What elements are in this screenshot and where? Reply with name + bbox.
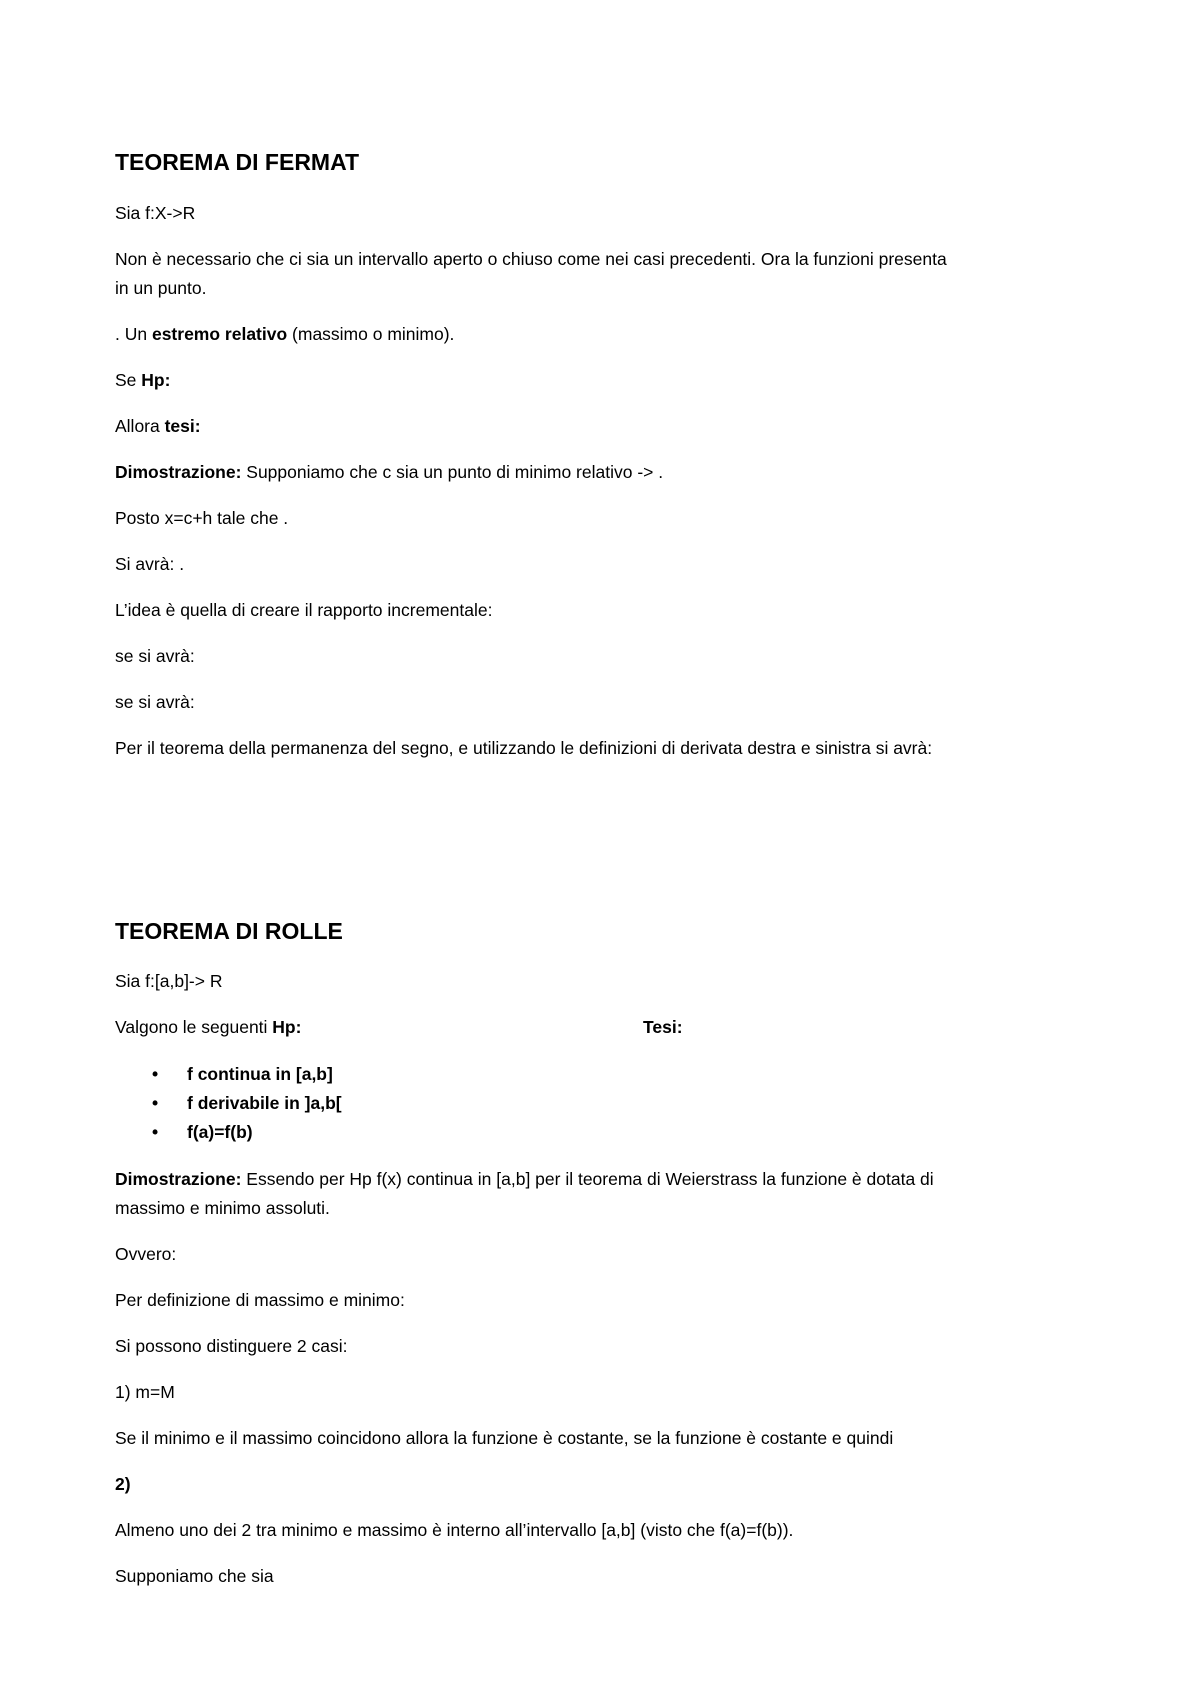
rolle-p1: Sia f:[a,b]-> R [115,971,223,991]
fermat-p4 [115,366,170,395]
rolle-dim-2: massimo e minimo assoluti. [115,1198,330,1218]
rolle-casi: Si possono distinguere 2 casi: [115,1336,348,1356]
fermat-p4-pre: Se [115,370,142,390]
rolle-hp-pre: Valgono le seguenti [115,1017,273,1037]
rolle-bullet-3: f(a)=f(b) [187,1122,253,1142]
fermat-p4-bold: Hp: [141,370,171,390]
rolle-dim-bold: Dimostrazione: [115,1169,242,1189]
rolle-tesi: Tesi: [643,1017,683,1037]
rolle-dim [115,1165,934,1194]
fermat-p8: Si avrà: . [115,554,185,574]
fermat-p2b: in un punto. [115,278,207,298]
fermat-p3-pre: . Un [115,324,152,344]
fermat-p10: se si avrà: [115,646,195,666]
rolle-def: Per definizione di massimo e minimo: [115,1290,405,1310]
fermat-p5-bold: tesi: [164,416,201,436]
fermat-p5-pre: Allora [115,416,165,436]
fermat-p3 [115,320,454,349]
rolle-hp [115,1013,301,1042]
fermat-p6-bold: Dimostrazione: [115,462,242,482]
fermat-p7: Posto x=c+h tale che . [115,508,289,528]
fermat-title: TEOREMA DI FERMAT [115,149,360,175]
rolle-caso1: 1) m=M [115,1382,175,1402]
fermat-p6-text: Supponiamo che c sia un punto di minimo relativo -> . [241,462,664,482]
fermat-p11: se si avrà: [115,692,195,712]
fermat-p9: L’idea è quella di creare il rapporto incrementale: [115,600,493,620]
rolle-dim-text: Essendo per Hp f(x) continua in [a,b] per il teorema di Weierstrass la funzione è dotata di [241,1169,934,1189]
fermat-p2a: Non è necessario che ci sia un intervallo aperto o chiuso come nei casi precedenti. Ora la funzioni presenta [115,249,947,269]
fermat-p5 [115,412,201,441]
fermat-p12: Per il teorema della permanenza del segno, e utilizzando le definizioni di derivata destra e sinistra si avrà: [115,738,933,758]
rolle-bullet-1: f continua in [a,b] [187,1064,333,1084]
rolle-caso2: 2) [115,1474,131,1494]
rolle-caso2-text: Almeno uno dei 2 tra minimo e massimo è interno all’intervallo [a,b] (visto che f(a)=f(b)). [115,1520,794,1540]
rolle-hp-bold: Hp: [272,1017,302,1037]
rolle-caso1-text: Se il minimo e il massimo coincidono allora la funzione è costante, se la funzione è costante e quindi [115,1428,894,1448]
bullet-dot: • [152,1093,159,1113]
rolle-bullet-2: f derivabile in ]a,b[ [187,1093,342,1113]
fermat-p3-bold: estremo relativo [151,324,288,344]
fermat-p3-post: (massimo o minimo). [287,324,455,344]
bullet-dot: • [152,1064,159,1084]
rolle-ovvero: Ovvero: [115,1244,177,1264]
fermat-p6 [115,458,663,487]
fermat-p1: Sia f:X->R [115,203,196,223]
bullet-dot: • [152,1122,159,1142]
rolle-title: TEOREMA DI ROLLE [115,918,343,944]
rolle-supp: Supponiamo che sia [115,1566,274,1586]
